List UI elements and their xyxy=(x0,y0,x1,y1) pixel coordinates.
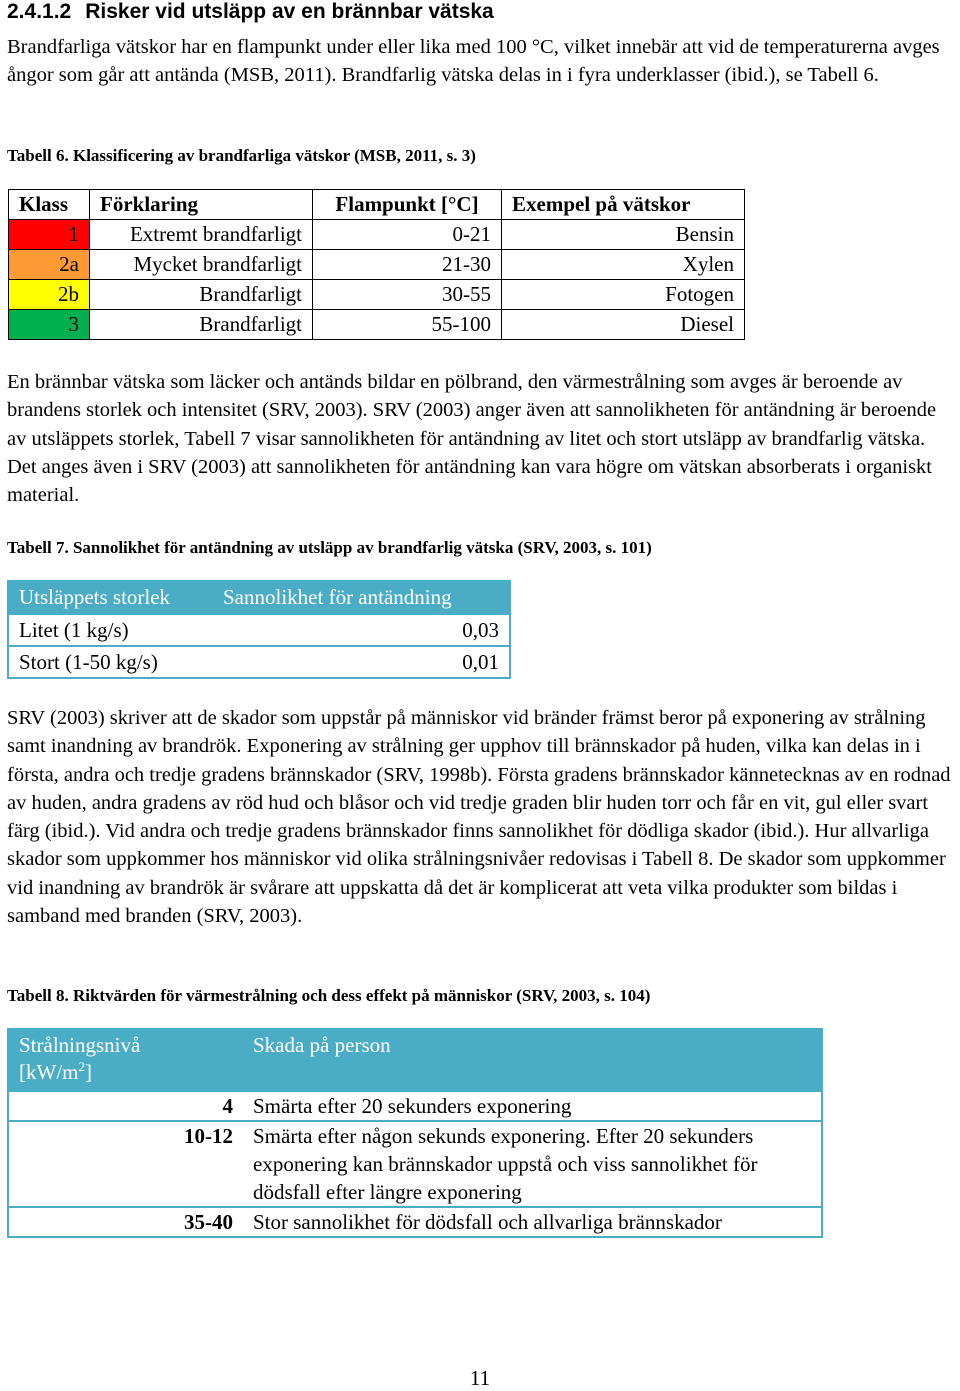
table6-row xyxy=(9,220,745,250)
table8-header-level xyxy=(8,1029,243,1091)
table6-cell-forklaring: Brandfarligt xyxy=(90,280,313,310)
table6-header-flampunkt: Flampunkt [°C] xyxy=(313,190,502,220)
table6-cell-flampunkt: 0-21 xyxy=(313,220,502,250)
table8-unit-sup: 2 xyxy=(78,1059,85,1074)
table8-caption: Tabell 8. Riktvärden för värmestrålning och dess effekt på människor (SRV, 2003, s. 104) xyxy=(7,986,651,1005)
table6-cell-exempel: Xylen xyxy=(502,250,745,280)
table6-row xyxy=(9,310,745,340)
table6-cell-flampunkt: 21-30 xyxy=(313,250,502,280)
table8-cell-damage: Smärta efter någon sekunds exponering. Efter 20 sekunders exponering kan brännskador uppstå och viss sannolikhet för dödsfall efter längre exponering xyxy=(243,1121,822,1207)
table6-row xyxy=(9,250,745,280)
paragraph-intro: Brandfarliga vätskor har en flampunkt under eller lika med 100 °C, vilket innebär att vid de temperaturerna avges ångor som går att antända (MSB, 2011). Brandfarlig vätska delas in i fyra underklasser (ibid.), se Tabell 6. xyxy=(7,36,940,87)
table6-header-klass: Klass xyxy=(9,190,90,220)
ignition-probability-table xyxy=(7,580,511,679)
table6-cell-klass: 2b xyxy=(9,280,90,310)
table6-cell-forklaring: Extremt brandfarligt xyxy=(90,220,313,250)
table6-header-forklaring: Förklaring xyxy=(90,190,313,220)
table8-header-unit xyxy=(19,1060,92,1084)
table6-cell-exempel: Diesel xyxy=(502,310,745,340)
table7-header-probability: Sannolikhet för antändning xyxy=(213,581,510,614)
table7-row xyxy=(8,614,510,646)
table7-cell-size: Litet (1 kg/s) xyxy=(8,614,213,646)
table8-cell-level: 4 xyxy=(8,1091,243,1121)
table6-cell-flampunkt: 30-55 xyxy=(313,280,502,310)
table6-header-exempel: Exempel på vätskor xyxy=(502,190,745,220)
page-number: 11 xyxy=(469,1366,491,1390)
table7-caption: Tabell 7. Sannolikhet för antändning av utsläpp av brandfarlig vätska (SRV, 2003, s. 101) xyxy=(7,538,652,557)
table6-caption: Tabell 6. Klassificering av brandfarliga vätskor (MSB, 2011, s. 3) xyxy=(7,146,476,165)
table6-cell-klass: 1 xyxy=(9,220,90,250)
table6-cell-klass: 2a xyxy=(9,250,90,280)
table6-cell-exempel: Fotogen xyxy=(502,280,745,310)
table8-header-damage: Skada på person xyxy=(243,1029,822,1091)
table7-cell-size: Stort (1-50 kg/s) xyxy=(8,646,213,678)
paragraph-injuries: SRV (2003) skriver att de skador som uppstår på människor vid bränder främst beror på exponering av strålning samt inandning av brandrök. Exponering av strålning ger upphov till brännskador på huden, vilka kan delas in i första, andra och tredje gradens brännskador (SRV, 1998b). Första gradens brännskador kännetecknas av en rodnad av huden, andra gradens av röd hud och blåsor och vid tredje graden blir huden torr och får en vit, gul eller svart färg (ibid.). Vid andra och tredje gradens brännskador finns sannolikhet för dödliga skador (ibid.). Hur allvarliga skador som uppkommer hos människor vid olika strålningsnivåer redovisas i Tabell 8. De skador som uppkommer vid inandning av brandrök är svårare att uppskatta då det är komplicerat att veta vilka produkter som bildas i samband med branden (SRV, 2003). xyxy=(7,707,951,928)
table8-row xyxy=(8,1207,822,1237)
table8-row xyxy=(8,1091,822,1121)
table8-unit-prefix: [kW/m xyxy=(19,1060,79,1084)
table6-cell-exempel: Bensin xyxy=(502,220,745,250)
table6-row xyxy=(9,280,745,310)
section-number: 2.4.1.2 xyxy=(7,0,72,23)
table8-row xyxy=(8,1121,822,1207)
table6-header-row xyxy=(9,190,745,220)
section-title: Risker vid utsläpp av en brännbar vätska xyxy=(85,0,494,23)
section-heading xyxy=(7,0,494,24)
table8-cell-damage: Smärta efter 20 sekunders exponering xyxy=(243,1091,822,1121)
table6-cell-flampunkt: 55-100 xyxy=(313,310,502,340)
table6-cell-forklaring: Mycket brandfarligt xyxy=(90,250,313,280)
table8-header-level-label: Strålningsnivå xyxy=(19,1033,141,1057)
table8-cell-level: 35-40 xyxy=(8,1207,243,1237)
paragraph-pool-fire: En brännbar vätska som läcker och antänds bildar en pölbrand, den värmestrålning som avges är beroende av brandens storlek och intensitet (SRV, 2003). SRV (2003) anger även att sannolikheten för antändning är beroende av utsläppets storlek, Tabell 7 visar sannolikheten för antändning av litet och stort utsläpp av brandfarlig vätska. Det anges även i SRV (2003) att sannolikheten för antändning kan vara högre om vätskan absorberats i organiskt material. xyxy=(7,371,937,507)
radiation-effects-table xyxy=(7,1028,823,1238)
table8-header-row xyxy=(8,1029,822,1091)
table7-cell-probability: 0,03 xyxy=(213,614,510,646)
table7-cell-probability: 0,01 xyxy=(213,646,510,678)
table8-unit-suffix: ] xyxy=(84,1060,92,1084)
table6-cell-klass: 3 xyxy=(9,310,90,340)
table6-cell-forklaring: Brandfarligt xyxy=(90,310,313,340)
table7-header-size: Utsläppets storlek xyxy=(8,581,213,614)
classification-table xyxy=(8,189,745,340)
table7-header-row xyxy=(8,581,510,614)
table7-row xyxy=(8,646,510,678)
table8-cell-level: 10-12 xyxy=(8,1121,243,1207)
table8-cell-damage: Stor sannolikhet för dödsfall och allvarliga brännskador xyxy=(243,1207,822,1237)
